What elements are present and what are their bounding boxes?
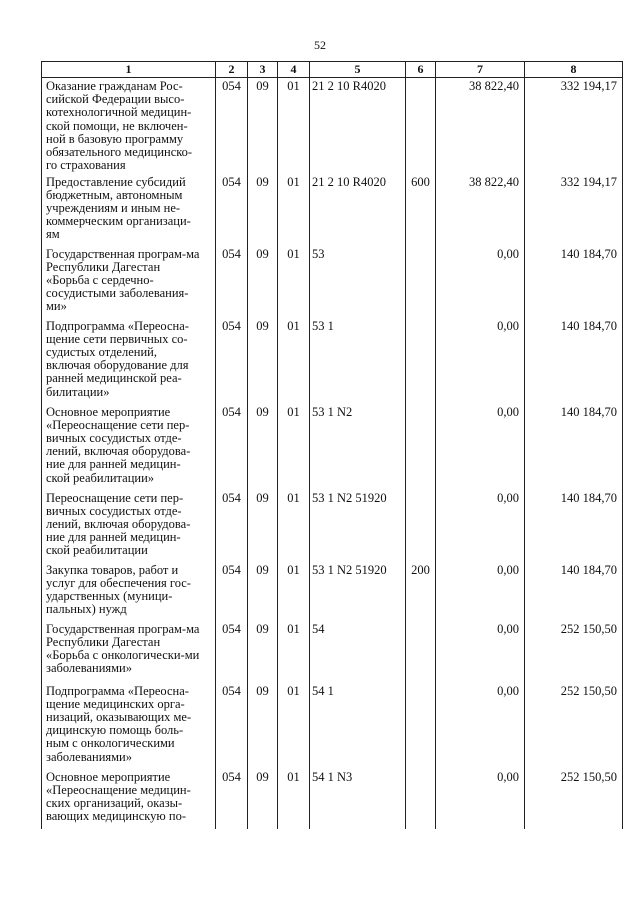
page-number: 52	[314, 38, 326, 52]
cell-name	[42, 490, 216, 562]
row-name-text: Оказание гражданам Рос-сийской Федерации высо-котехнологичной медицин-ской помощи, не включен-ной в базовую программу обязательного медицинско-го страхования	[46, 79, 193, 173]
table-row	[42, 174, 623, 246]
cell-amount-7: 0,00	[436, 318, 525, 404]
table-row	[42, 490, 623, 562]
cell-name	[42, 174, 216, 246]
header-col-2: 2	[216, 62, 248, 78]
cell-code-3: 09	[248, 174, 278, 246]
cell-code-6	[406, 78, 436, 174]
cell-name	[42, 621, 216, 683]
cell-amount-8: 140 184,70	[525, 404, 623, 490]
cell-code-4: 01	[278, 78, 310, 174]
cell-code-4: 01	[278, 404, 310, 490]
cell-amount-8: 140 184,70	[525, 318, 623, 404]
cell-code-6	[406, 246, 436, 318]
cell-code-5: 21 2 10 R4020	[310, 78, 406, 174]
cell-amount-7: 0,00	[436, 683, 525, 769]
cell-amount-7: 38 822,40	[436, 78, 525, 174]
cell-amount-7: 38 822,40	[436, 174, 525, 246]
cell-code-3: 09	[248, 246, 278, 318]
cell-amount-8: 252 150,50	[525, 621, 623, 683]
cell-code-6	[406, 404, 436, 490]
header-col-8: 8	[525, 62, 623, 78]
cell-code-4: 01	[278, 683, 310, 769]
cell-code-3: 09	[248, 683, 278, 769]
cell-code-2: 054	[216, 683, 248, 769]
budget-table	[41, 61, 623, 829]
cell-code-2: 054	[216, 769, 248, 829]
cell-code-6	[406, 621, 436, 683]
cell-code-4: 01	[278, 174, 310, 246]
header-col-5: 5	[310, 62, 406, 78]
cell-code-5: 21 2 10 R4020	[310, 174, 406, 246]
table-row	[42, 246, 623, 318]
table-row	[42, 621, 623, 683]
cell-code-6	[406, 318, 436, 404]
cell-name	[42, 318, 216, 404]
row-name-text: Подпрограмма «Переосна-щение медицинских орга-низаций, оказывающих ме-дицинскую помощь боль-ным с онкологическими заболеваниями»	[46, 683, 192, 764]
cell-code-5: 53 1	[310, 318, 406, 404]
table-row	[42, 318, 623, 404]
cell-amount-7: 0,00	[436, 490, 525, 562]
cell-amount-8: 140 184,70	[525, 562, 623, 621]
cell-code-3: 09	[248, 769, 278, 829]
table-row	[42, 78, 623, 174]
cell-code-2: 054	[216, 246, 248, 318]
cell-amount-7: 0,00	[436, 562, 525, 621]
table-row	[42, 769, 623, 829]
cell-code-3: 09	[248, 318, 278, 404]
cell-name	[42, 562, 216, 621]
row-name-text: Государственная програм-ма Республики Дагестан «Борьба с сердечно-сосудистыми заболевания-ми»	[46, 246, 200, 314]
cell-code-5: 54 1 N3	[310, 769, 406, 829]
cell-name	[42, 683, 216, 769]
cell-amount-8: 332 194,17	[525, 174, 623, 246]
header-col-6: 6	[406, 62, 436, 78]
header-col-1: 1	[42, 62, 216, 78]
header-col-4: 4	[278, 62, 310, 78]
cell-amount-8: 332 194,17	[525, 78, 623, 174]
cell-code-4: 01	[278, 769, 310, 829]
cell-amount-7: 0,00	[436, 404, 525, 490]
cell-code-4: 01	[278, 562, 310, 621]
cell-name	[42, 769, 216, 829]
cell-code-2: 054	[216, 562, 248, 621]
cell-code-3: 09	[248, 490, 278, 562]
cell-code-2: 054	[216, 621, 248, 683]
cell-code-6: 600	[406, 174, 436, 246]
cell-code-6	[406, 683, 436, 769]
cell-code-2: 054	[216, 78, 248, 174]
cell-name	[42, 246, 216, 318]
row-name-text: Подпрограмма «Переосна-щение сети первичных со-судистых отделений, включая оборудование для ранней медицинской реа-билитации»	[46, 318, 189, 399]
cell-code-2: 054	[216, 174, 248, 246]
cell-code-4: 01	[278, 246, 310, 318]
cell-amount-8: 252 150,50	[525, 683, 623, 769]
row-name-text: Закупка товаров, работ и услуг для обеспечения гос-ударственных (муници-пальных) нужд	[46, 562, 191, 617]
table-header-row	[42, 62, 623, 78]
cell-code-3: 09	[248, 621, 278, 683]
cell-amount-8: 140 184,70	[525, 490, 623, 562]
row-name-text: Основное мероприятие «Переоснащение сети пер-вичных сосудистых отде-лений, включая оборудова-ние для ранней медицин-ской реабилитации»	[46, 404, 191, 485]
cell-code-5: 53 1 N2	[310, 404, 406, 490]
table-row	[42, 683, 623, 769]
cell-code-6	[406, 490, 436, 562]
header-col-3: 3	[248, 62, 278, 78]
cell-name	[42, 78, 216, 174]
cell-code-5: 53	[310, 246, 406, 318]
cell-code-4: 01	[278, 490, 310, 562]
table-row	[42, 562, 623, 621]
cell-code-3: 09	[248, 404, 278, 490]
cell-code-4: 01	[278, 621, 310, 683]
row-name-text: Переоснащение сети пер-вичных сосудистых отде-лений, включая оборудова-ние для ранней медицин-ской реабилитации	[46, 490, 191, 558]
row-name-text: Основное мероприятие «Переоснащение медицин-ских организаций, оказы-вающих медицинскую по-	[46, 769, 191, 824]
cell-code-3: 09	[248, 78, 278, 174]
cell-code-3: 09	[248, 562, 278, 621]
header-col-7: 7	[436, 62, 525, 78]
cell-code-5: 54 1	[310, 683, 406, 769]
cell-code-5: 54	[310, 621, 406, 683]
cell-code-4: 01	[278, 318, 310, 404]
cell-amount-8: 140 184,70	[525, 246, 623, 318]
cell-code-2: 054	[216, 404, 248, 490]
cell-code-2: 054	[216, 318, 248, 404]
row-name-text: Предоставление субсидий бюджетным, автономным учреждениям и иным не-коммерческим организаци-ям	[46, 174, 191, 242]
cell-name	[42, 404, 216, 490]
row-name-text: Государственная програм-ма Республики Дагестан «Борьба с онкологически-ми заболеваниями»	[46, 621, 200, 676]
cell-code-2: 054	[216, 490, 248, 562]
table-row	[42, 404, 623, 490]
cell-amount-7: 0,00	[436, 246, 525, 318]
cell-amount-7: 0,00	[436, 621, 525, 683]
cell-amount-8: 252 150,50	[525, 769, 623, 829]
cell-code-5: 53 1 N2 51920	[310, 490, 406, 562]
cell-code-6	[406, 769, 436, 829]
cell-code-5: 53 1 N2 51920	[310, 562, 406, 621]
cell-amount-7: 0,00	[436, 769, 525, 829]
cell-code-6: 200	[406, 562, 436, 621]
